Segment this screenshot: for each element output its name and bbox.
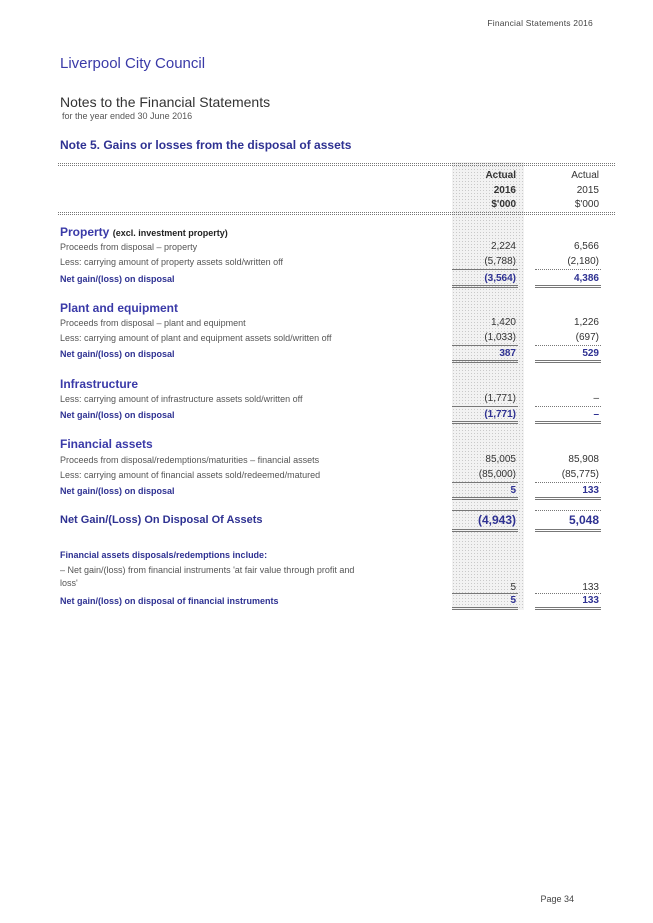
rule <box>535 510 601 511</box>
infra-net-2015: – <box>593 409 599 420</box>
rule <box>452 593 518 594</box>
fin-proceeds-2015: 85,908 <box>568 454 599 465</box>
col-2015-actual: Actual <box>571 170 599 181</box>
infra-less-label: Less: carrying amount of infrastructure assets sold/written off <box>60 394 303 404</box>
section-financial-assets: Financial assets <box>60 437 153 451</box>
fa-disposals-line2: loss' <box>60 578 78 588</box>
plant-net-2015: 529 <box>582 348 599 359</box>
col-2015-year: 2015 <box>576 185 599 196</box>
fa-net-2016: 5 <box>510 595 516 606</box>
header-bottom-rule <box>58 212 615 213</box>
col-2015-unit: $'000 <box>574 199 599 210</box>
plant-less-2015: (697) <box>575 332 599 343</box>
fa-disposals-2015: 133 <box>582 582 599 593</box>
rule <box>535 593 601 594</box>
infra-net-label: Net gain/(loss) on disposal <box>60 410 175 420</box>
rule <box>452 345 518 346</box>
rule <box>535 421 601 424</box>
period-subtitle: for the year ended 30 June 2016 <box>62 111 193 121</box>
rule <box>535 482 601 483</box>
infra-less-2016: (1,771) <box>484 393 516 404</box>
header-bottom-rule-2 <box>58 214 615 215</box>
plant-net-label: Net gain/(loss) on disposal <box>60 349 175 359</box>
rule <box>452 529 518 532</box>
fin-less-2016: (85,000) <box>478 469 516 480</box>
section-property-title: Property <box>60 225 110 239</box>
fin-less-label: Less: carrying amount of financial assets sold/redeemed/matured <box>60 470 321 480</box>
rule <box>535 345 601 346</box>
total-2015: 5,048 <box>568 513 599 527</box>
rule <box>535 529 601 532</box>
fa-net-label: Net gain/(loss) on disposal of financial instruments <box>60 596 279 606</box>
total-label: Net Gain/(Loss) On Disposal Of Assets <box>60 514 263 526</box>
notes-title: Notes to the Financial Statements <box>60 94 271 110</box>
total-2016: (4,943) <box>477 513 516 527</box>
fin-proceeds-label: Proceeds from disposal/redemptions/maturities – financial assets <box>60 455 320 465</box>
property-less-2015: (2,180) <box>567 256 599 267</box>
col-2016-actual: Actual <box>485 170 516 181</box>
fin-proceeds-2016: 85,005 <box>485 454 516 465</box>
col-2016-unit: $'000 <box>491 199 516 210</box>
plant-proceeds-2016: 1,420 <box>490 317 516 328</box>
page-number: Page 34 <box>540 894 574 904</box>
property-proceeds-label: Proceeds from disposal – property <box>60 242 198 252</box>
property-less-label: Less: carrying amount of property assets sold/written off <box>60 257 283 267</box>
fin-net-2016: 5 <box>510 485 516 496</box>
section-property <box>60 225 228 239</box>
rule <box>452 406 518 407</box>
fa-disposals-line1: – Net gain/(loss) from financial instruments 'at fair value through profit and <box>60 565 355 575</box>
plant-less-2016: (1,033) <box>484 332 516 343</box>
rule <box>452 269 518 270</box>
fa-disposals-2016: 5 <box>510 582 516 593</box>
fin-net-2015: 133 <box>582 485 599 496</box>
rule <box>535 269 601 270</box>
fin-less-2015: (85,775) <box>561 469 599 480</box>
rule <box>535 497 601 500</box>
council-name: Liverpool City Council <box>60 55 206 72</box>
rule <box>452 497 518 500</box>
rule <box>535 360 601 363</box>
current-year-column-shading <box>452 162 524 610</box>
section-infrastructure: Infrastructure <box>60 377 139 391</box>
rule <box>535 406 601 407</box>
plant-proceeds-label: Proceeds from disposal – plant and equipment <box>60 318 246 328</box>
rule <box>452 285 518 288</box>
rule <box>452 607 518 610</box>
rule <box>452 360 518 363</box>
section-plant: Plant and equipment <box>60 301 179 315</box>
rule <box>535 285 601 288</box>
fa-net-2015: 133 <box>582 595 599 606</box>
property-proceeds-2016: 2,224 <box>490 241 516 252</box>
property-net-label: Net gain/(loss) on disposal <box>60 274 175 284</box>
infra-net-2016: (1,771) <box>484 409 516 420</box>
fa-disposals-title: Financial assets disposals/redemptions include: <box>60 550 268 560</box>
rule <box>535 607 601 610</box>
property-net-2015: 4,386 <box>573 273 599 284</box>
fin-net-label: Net gain/(loss) on disposal <box>60 486 175 496</box>
infra-less-2015: – <box>593 393 599 404</box>
plant-proceeds-2015: 1,226 <box>573 317 599 328</box>
table-top-rule-2 <box>58 165 615 166</box>
note-title: Note 5. Gains or losses from the disposal of assets <box>60 138 352 152</box>
table-top-rule <box>58 163 615 164</box>
document-header: Financial Statements 2016 <box>487 18 593 28</box>
rule <box>452 482 518 483</box>
rule <box>452 510 518 511</box>
plant-net-2016: 387 <box>499 348 516 359</box>
property-proceeds-2015: 6,566 <box>573 241 599 252</box>
property-net-2016: (3,564) <box>484 273 516 284</box>
property-less-2016: (5,788) <box>484 256 516 267</box>
rule <box>452 421 518 424</box>
plant-less-label: Less: carrying amount of plant and equipment assets sold/written off <box>60 333 332 343</box>
section-property-subtitle: (excl. investment property) <box>112 228 228 238</box>
col-2016-year: 2016 <box>493 185 516 196</box>
